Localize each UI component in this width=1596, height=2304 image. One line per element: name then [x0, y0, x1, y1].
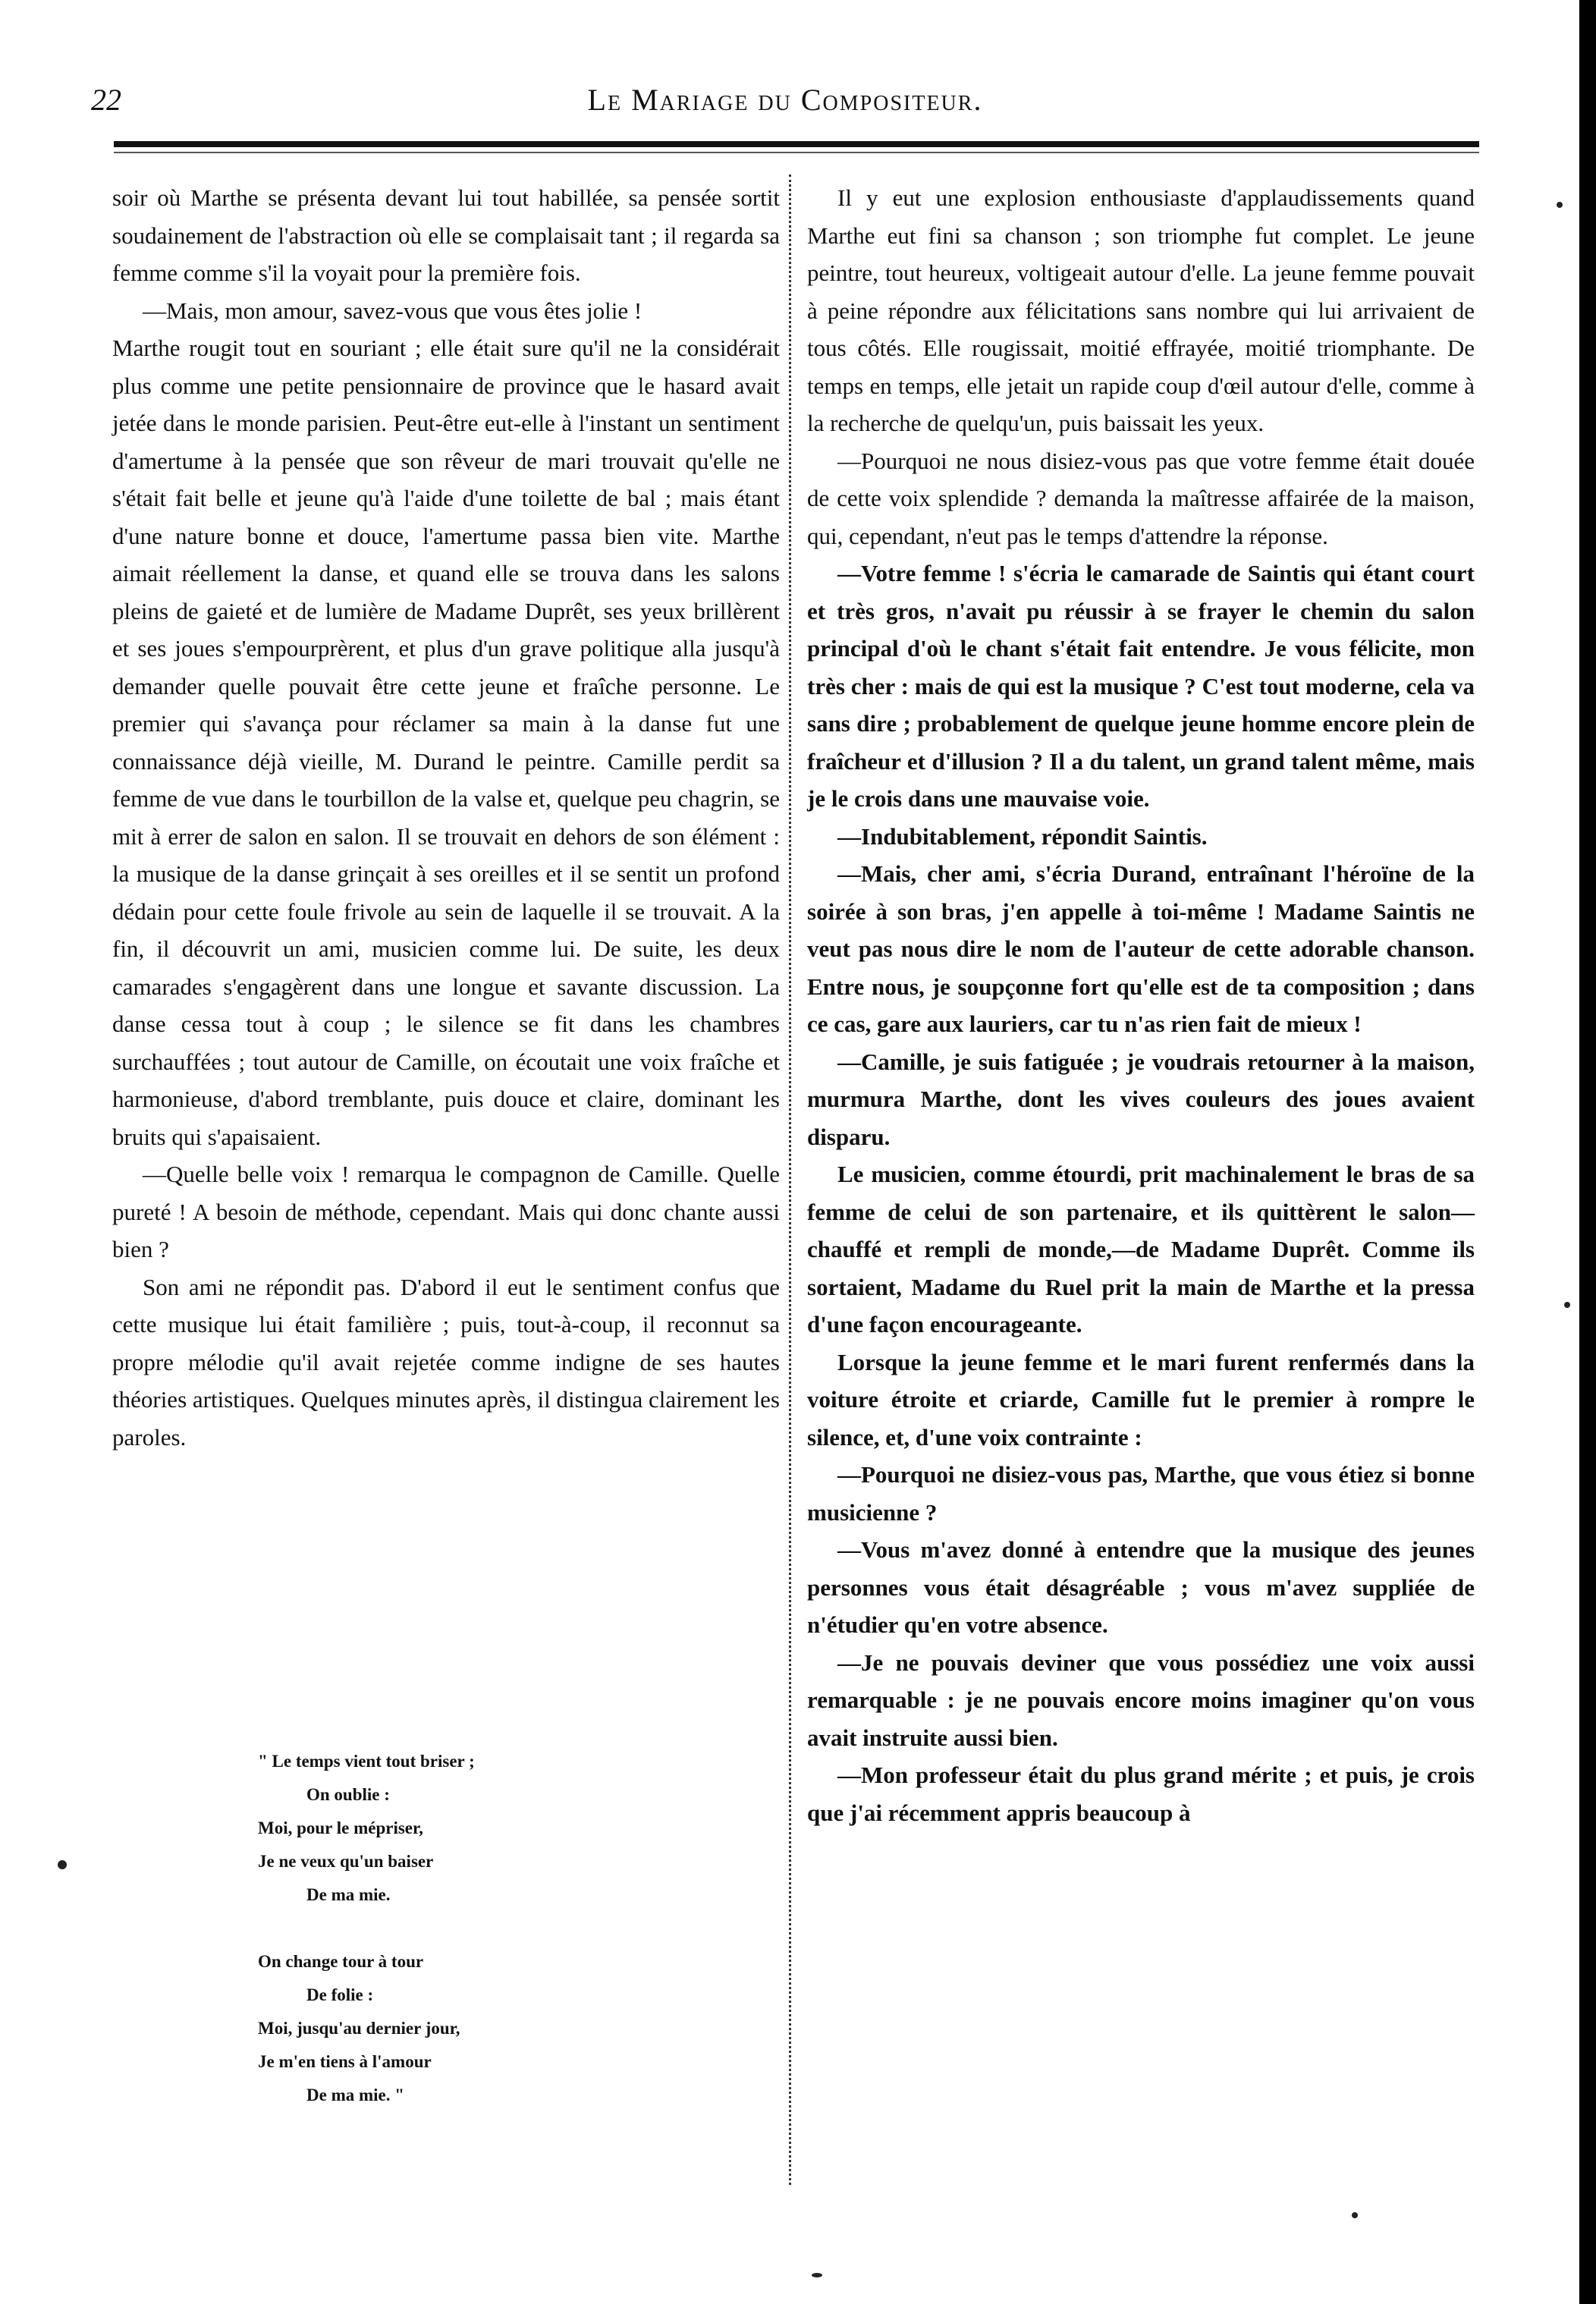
paragraph: Lorsque la jeune femme et le mari furent renfermés dans la voiture étroite et criarde, Camille fut le premier à rompre le silence, et, d'une voix contrainte : — [807, 1348, 1475, 1451]
print-speck — [58, 1860, 67, 1869]
poem-line: On oublie : — [306, 1785, 390, 1804]
paragraph: —Pourquoi ne disiez-vous pas, Marthe, que vous étiez si bonne musicienne ? — [807, 1461, 1475, 1526]
poem-line: On change tour à tour — [258, 1952, 424, 1971]
paragraph: Le musicien, comme étourdi, prit machinalement le bras de sa femme de celui de son partenaire, et ils quittèrent le salon—chauffé et rempli de monde,—de Madame Duprêt. Comme ils sortaient, Madame du Ruel prit la main de Marthe et la pressa d'une façon encourageante. — [807, 1161, 1475, 1337]
paragraph: —Vous m'avez donné à entendre que la musique des jeunes personnes vous était désagréable ; vous m'avez suppliée de n'étudier qu'en votre absence. — [807, 1536, 1475, 1638]
right-column — [807, 179, 1475, 1831]
poem-line: De folie : — [306, 1985, 374, 2004]
page-number: 22 — [91, 83, 121, 117]
poem-stanza — [258, 1945, 637, 2112]
poem-line: Moi, pour le mépriser, — [258, 1818, 423, 1837]
poem-line: Je ne veux qu'un baiser — [258, 1852, 434, 1871]
scan-edge-border — [1579, 0, 1596, 2304]
poem-line: " Le temps vient tout briser ; — [258, 1752, 475, 1771]
poem-line: Moi, jusqu'au dernier jour, — [258, 2019, 460, 2038]
paragraph: —Quelle belle voix ! remarqua le compagnon de Camille. Quelle pureté ! A besoin de méthode, cependant. Mais qui donc chante aussi bien ? — [112, 1161, 780, 1262]
print-speck — [812, 2273, 822, 2277]
column-divider — [789, 174, 793, 2185]
poem — [258, 1745, 637, 2145]
poem-line: Je m'en tiens à l'amour — [258, 2052, 432, 2071]
running-title: Le Mariage du Compositeur. — [587, 83, 983, 117]
header-rule — [114, 141, 1479, 147]
page-header — [91, 82, 1479, 127]
print-speck — [1564, 1302, 1570, 1308]
paragraph: soir où Marthe se présenta devant lui tout habillée, sa pensée sortit soudainement de l'abstraction où elle se complaisait tant ; il regarda sa femme comme s'il la voyait pour la première fois. — [112, 184, 780, 286]
paragraph: Marthe rougit tout en souriant ; elle était sure qu'il ne la considérait plus comme une petite pensionnaire de province que le hasard avait jetée dans le monde parisien. Peut-être eut-elle à l'instant un sentiment d'amertume à la pensée que son rêveur de mari trouvait qu'elle ne s'était fait belle et jeune qu'à l'aide d'une toilette de bal ; mais étant d'une nature bonne et douce, l'amertume passa bien vite. Marthe aimait réellement la danse, et quand elle se trouva dans les salons pleins de gaieté et de lumière de Madame Duprêt, ses yeux brillèrent et ses joues s'empourprèrent, et plus d'un grave politique alla jusqu'à demander quelle pouvait être cette jeune et fraîche personne. Le premier qui s'avança pour réclamer sa main à la danse fut une connaissance déjà vieille, M. Durand le peintre. Camille perdit sa femme de vue dans le tourbillon de la valse et, quelque peu chagrin, se mit à errer de salon en salon. Il se trouvait en dehors de son élément : la musique de la danse grinçait à ses oreilles et il se sentit un profond dédain pour cette foule frivole au sein de laquelle il se trouvait. A la fin, il découvrit un ami, musicien comme lui. De suite, les deux camarades s'engagèrent dans une longue et savante discussion. La danse cessa tout à coup ; le silence se fit dans les chambres surchauffées ; tout autour de Camille, on écoutait une voix fraîche et harmonieuse, d'abord tremblante, puis douce et claire, dominant les bruits qui s'apaisaient. — [112, 335, 780, 1150]
print-speck — [1557, 202, 1563, 208]
poem-line: De ma mie. — [306, 1885, 391, 1904]
paragraph: —Mais, cher ami, s'écria Durand, entraînant l'héroïne de la soirée à son bras, j'en appelle à toi-même ! Madame Saintis ne veut pas nous dire le nom de l'auteur de cette adorable chanson. Entre nous, je soupçonne fort qu'elle est de ta composition ; dans ce cas, gare aux lauriers, car tu n'as rien fait de mieux ! — [807, 860, 1475, 1037]
print-speck — [1352, 2212, 1358, 2218]
poem-line: De ma mie. " — [306, 2086, 405, 2104]
paragraph: —Votre femme ! s'écria le camarade de Saintis qui étant court et très gros, n'avait pu réussir à se frayer le chemin du salon principal d'où le chant s'était fait entendre. Je vous félicite, mon très cher : mais de qui est la musique ? C'est tout moderne, cela va sans dire ; probablement de quelque jeune homme encore plein de fraîcheur et d'illusion ? Il a du talent, un grand talent même, mais je le crois dans une mauvaise voie. — [807, 560, 1475, 812]
paragraph: Il y eut une explosion enthousiaste d'applaudissements quand Marthe eut fini sa chanson ; son triomphe fut complet. Le jeune peintre, tout heureux, voltigeait autour d'elle. La jeune femme pouvait à peine répondre aux félicitations sans nombre qui lui arrivaient de tous côtés. Elle rougissait, moitié effrayée, moitié triomphante. De temps en temps, elle jetait un rapide coup d'œil autour d'elle, comme à la recherche de quelqu'un, puis baissait les yeux. — [807, 184, 1475, 436]
paragraph: —Je ne pouvais deviner que vous possédiez une voix aussi remarquable : je ne pouvais encore moins imaginer qu'on vous avait instruite aussi bien. — [807, 1649, 1475, 1751]
paragraph: —Camille, je suis fatiguée ; je voudrais retourner à la maison, murmura Marthe, dont les vives couleurs des joues avaient disparu. — [807, 1048, 1475, 1150]
paragraph: —Indubitablement, répondit Saintis. — [837, 822, 1208, 850]
poem-stanza — [258, 1745, 637, 1912]
paragraph: —Mais, mon amour, savez-vous que vous êtes jolie ! — [143, 297, 642, 324]
paragraph: —Mon professeur était du plus grand mérite ; et puis, je crois que j'ai récemment appris beaucoup à — [807, 1762, 1475, 1826]
paragraph: —Pourquoi ne nous disiez-vous pas que votre femme était douée de cette voix splendide ? demanda la maîtresse affairée de la maison, qui, cependant, n'eut pas le temps d'attendre la réponse. — [807, 447, 1475, 549]
paragraph: Son ami ne répondit pas. D'abord il eut le sentiment confus que cette musique lui était familière ; puis, tout-à-coup, il reconnut sa propre mélodie qu'il avait rejetée comme indigne de ses hautes théories artistiques. Quelques minutes après, il distingua clairement les paroles. — [112, 1273, 780, 1451]
left-column — [112, 179, 780, 1456]
header-rule-thin — [114, 152, 1479, 153]
